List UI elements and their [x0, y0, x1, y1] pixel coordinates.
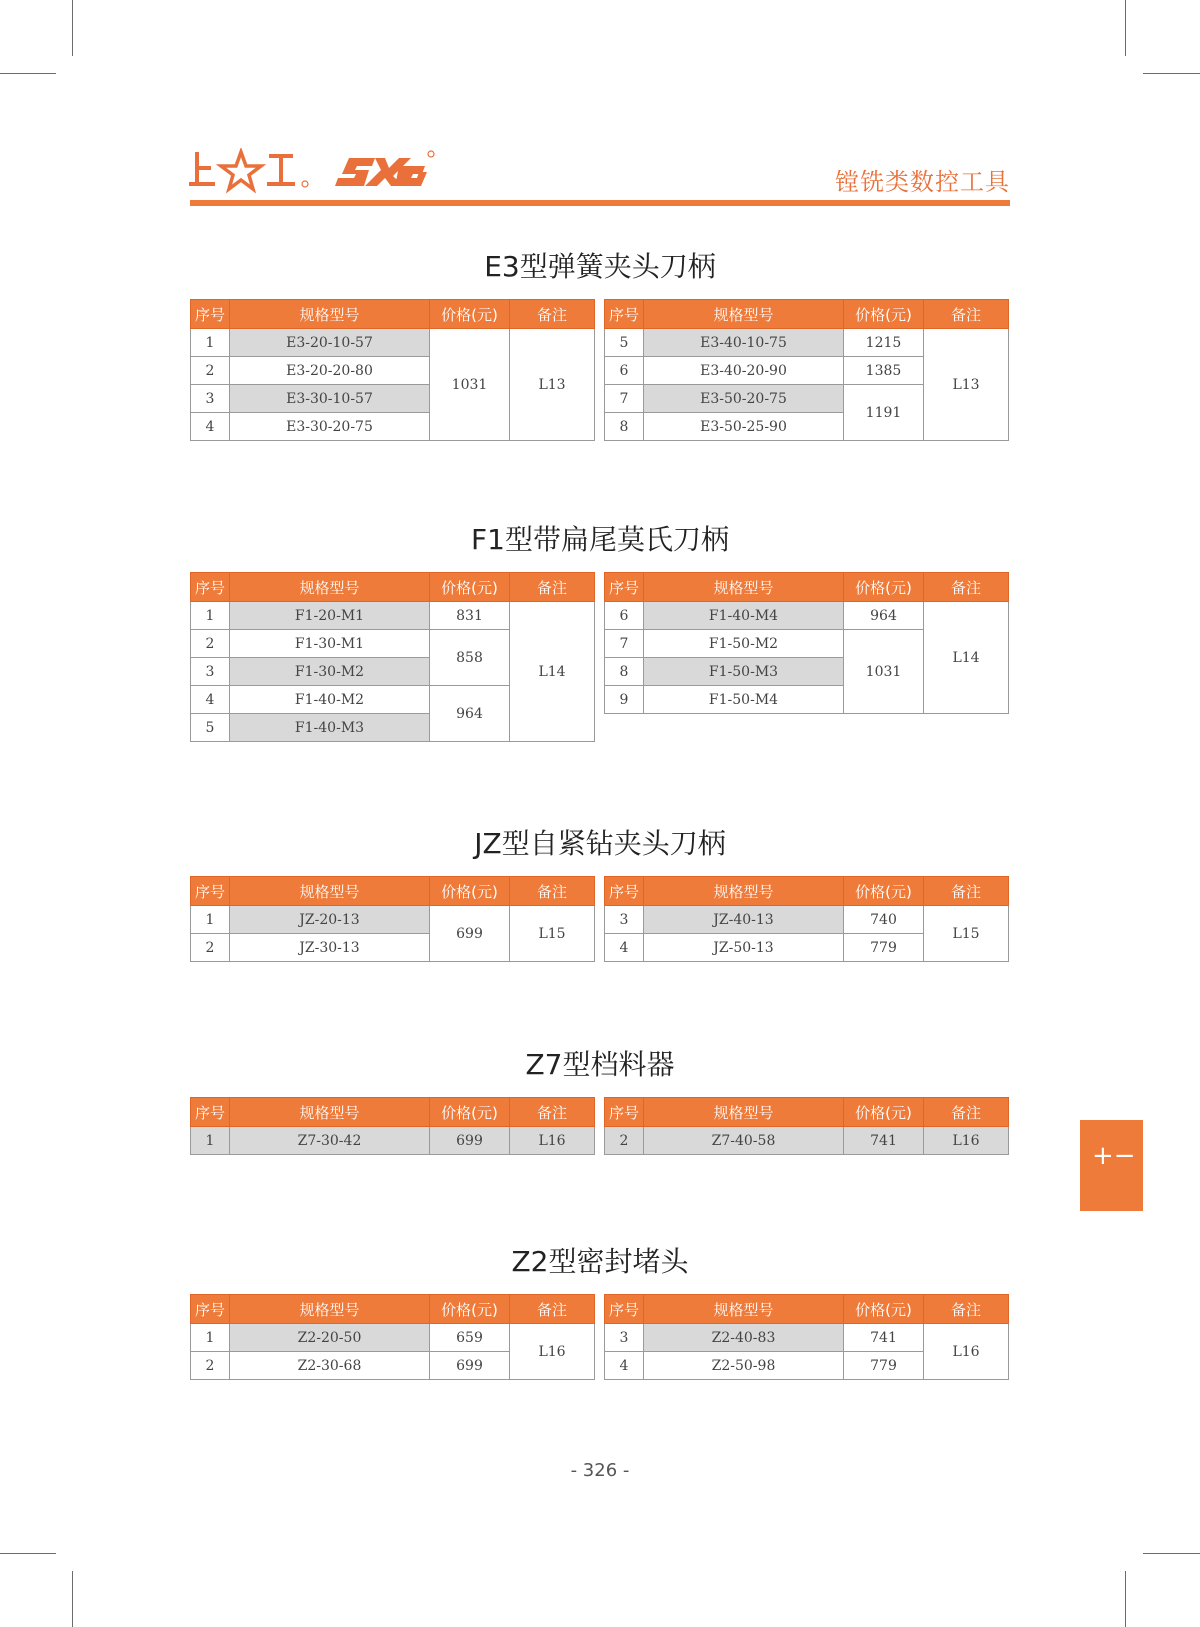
- page-number: - 326 -: [570, 1460, 630, 1481]
- col-header-note: 备注: [924, 877, 1009, 906]
- row-model: E3-50-20-75: [644, 385, 844, 413]
- row-price: 1031: [430, 329, 510, 441]
- col-header-price: 价格(元): [430, 573, 510, 602]
- row-price: 699: [430, 1127, 510, 1155]
- row-index: 3: [191, 658, 230, 686]
- col-header-note: 备注: [510, 300, 595, 329]
- row-price: 964: [430, 686, 510, 742]
- table-header-row: [191, 1098, 595, 1127]
- row-price: 741: [844, 1127, 924, 1155]
- z2-table-right: [604, 1294, 1009, 1380]
- table-row: [191, 602, 595, 630]
- col-header-note: 备注: [510, 1098, 595, 1127]
- row-index: 1: [191, 1127, 230, 1155]
- row-price: 831: [430, 602, 510, 630]
- col-header-model: 规格型号: [644, 1098, 844, 1127]
- col-header-model: 规格型号: [644, 300, 844, 329]
- row-model: E3-30-20-75: [230, 413, 430, 441]
- crop-mark: [1125, 1571, 1126, 1627]
- chapter-tab[interactable]: [1080, 1120, 1143, 1211]
- jz-table-left: [190, 876, 595, 962]
- row-index: 1: [191, 1324, 230, 1352]
- row-price: 659: [430, 1324, 510, 1352]
- col-header-note: 备注: [924, 573, 1009, 602]
- col-header-index: 序号: [191, 1295, 230, 1324]
- row-index: 6: [605, 357, 644, 385]
- table-header-row: [605, 300, 1009, 329]
- row-note: L15: [924, 906, 1009, 962]
- row-model: JZ-50-13: [644, 934, 844, 962]
- col-header-model: 规格型号: [230, 1295, 430, 1324]
- table-row: [605, 602, 1009, 630]
- row-model: JZ-40-13: [644, 906, 844, 934]
- col-header-note: 备注: [510, 573, 595, 602]
- col-header-price: 价格(元): [430, 300, 510, 329]
- table-row: [191, 906, 595, 934]
- col-header-note: 备注: [924, 1098, 1009, 1127]
- table-header-row: [191, 573, 595, 602]
- col-header-model: 规格型号: [230, 877, 430, 906]
- table-row: [605, 906, 1009, 934]
- col-header-index: 序号: [605, 1295, 644, 1324]
- row-model: F1-20-M1: [230, 602, 430, 630]
- row-index: 5: [191, 714, 230, 742]
- row-index: 1: [191, 906, 230, 934]
- row-price: 1215: [844, 329, 924, 357]
- row-price: 740: [844, 906, 924, 934]
- col-header-model: 规格型号: [644, 573, 844, 602]
- col-header-note: 备注: [510, 877, 595, 906]
- row-index: 8: [605, 658, 644, 686]
- row-model: JZ-20-13: [230, 906, 430, 934]
- col-header-index: 序号: [191, 1098, 230, 1127]
- table-header-row: [191, 877, 595, 906]
- e3-table-left: [190, 299, 595, 441]
- z7-table-left: [190, 1097, 595, 1155]
- col-header-price: 价格(元): [430, 1098, 510, 1127]
- crop-mark: [72, 1571, 73, 1627]
- row-note: L15: [510, 906, 595, 962]
- row-note: L14: [510, 602, 595, 742]
- col-header-model: 规格型号: [230, 1098, 430, 1127]
- row-model: Z2-50-98: [644, 1352, 844, 1380]
- row-model: E3-20-10-57: [230, 329, 430, 357]
- col-header-index: 序号: [605, 573, 644, 602]
- row-note: L16: [924, 1127, 1009, 1155]
- row-model: F1-50-M2: [644, 630, 844, 658]
- header-rule: [190, 200, 1010, 206]
- row-index: 8: [605, 413, 644, 441]
- crop-mark: [1143, 73, 1200, 74]
- col-header-index: 序号: [605, 877, 644, 906]
- col-header-price: 价格(元): [844, 1098, 924, 1127]
- row-model: E3-40-10-75: [644, 329, 844, 357]
- col-header-note: 备注: [924, 1295, 1009, 1324]
- col-header-price: 价格(元): [844, 877, 924, 906]
- row-price: 779: [844, 1352, 924, 1380]
- jz-table-right: [604, 876, 1009, 962]
- table-header-row: [605, 573, 1009, 602]
- row-index: 2: [191, 1352, 230, 1380]
- row-index: 1: [191, 602, 230, 630]
- row-index: 2: [191, 934, 230, 962]
- col-header-index: 序号: [191, 573, 230, 602]
- col-header-model: 规格型号: [230, 573, 430, 602]
- row-model: E3-20-20-80: [230, 357, 430, 385]
- row-model: F1-50-M3: [644, 658, 844, 686]
- crop-mark: [0, 73, 56, 74]
- row-model: F1-30-M2: [230, 658, 430, 686]
- col-header-model: 规格型号: [644, 1295, 844, 1324]
- row-model: F1-50-M4: [644, 686, 844, 714]
- row-model: F1-40-M4: [644, 602, 844, 630]
- row-index: 9: [605, 686, 644, 714]
- f1-table-right: [604, 572, 1009, 714]
- row-model: E3-30-10-57: [230, 385, 430, 413]
- row-index: 7: [605, 385, 644, 413]
- section-title-f1: F1型带扁尾莫氏刀柄: [471, 523, 729, 556]
- col-header-price: 价格(元): [844, 573, 924, 602]
- row-index: 5: [605, 329, 644, 357]
- row-price: 1385: [844, 357, 924, 385]
- crop-mark: [72, 0, 73, 56]
- row-note: L13: [924, 329, 1009, 441]
- crop-mark: [1125, 0, 1126, 56]
- crop-mark: [1143, 1553, 1200, 1554]
- crop-mark: [0, 1553, 56, 1554]
- row-index: 4: [191, 686, 230, 714]
- row-model: Z7-40-58: [644, 1127, 844, 1155]
- section-title-z2: Z2型密封堵头: [511, 1245, 689, 1278]
- table-header-row: [605, 1098, 1009, 1127]
- table-header-row: [191, 1295, 595, 1324]
- section-title-jz: JZ型自紧钻夹头刀柄: [474, 827, 726, 860]
- row-index: 7: [605, 630, 644, 658]
- col-header-index: 序号: [605, 1098, 644, 1127]
- row-index: 4: [191, 413, 230, 441]
- row-note: L16: [510, 1127, 595, 1155]
- z2-table-left: [190, 1294, 595, 1380]
- row-model: F1-40-M2: [230, 686, 430, 714]
- table-row: [191, 1127, 595, 1155]
- row-price: 699: [430, 1352, 510, 1380]
- col-header-model: 规格型号: [644, 877, 844, 906]
- row-index: 2: [191, 357, 230, 385]
- row-note: L14: [924, 602, 1009, 714]
- brand-logo: [189, 148, 439, 196]
- row-price: 1031: [844, 630, 924, 714]
- row-note: L16: [924, 1324, 1009, 1380]
- row-index: 3: [191, 385, 230, 413]
- table-header-row: [191, 300, 595, 329]
- table-header-row: [605, 877, 1009, 906]
- row-price: 699: [430, 906, 510, 962]
- row-model: F1-40-M3: [230, 714, 430, 742]
- row-index: 4: [605, 1352, 644, 1380]
- table-row: [605, 329, 1009, 357]
- table-header-row: [605, 1295, 1009, 1324]
- row-index: 1: [191, 329, 230, 357]
- row-note: L13: [510, 329, 595, 441]
- col-header-note: 备注: [924, 300, 1009, 329]
- col-header-price: 价格(元): [844, 300, 924, 329]
- row-model: Z2-20-50: [230, 1324, 430, 1352]
- row-model: Z2-40-83: [644, 1324, 844, 1352]
- col-header-price: 价格(元): [844, 1295, 924, 1324]
- row-index: 2: [191, 630, 230, 658]
- col-header-price: 价格(元): [430, 877, 510, 906]
- z7-table-right: [604, 1097, 1009, 1155]
- row-note: L16: [510, 1324, 595, 1380]
- row-index: 2: [605, 1127, 644, 1155]
- row-index: 4: [605, 934, 644, 962]
- row-model: JZ-30-13: [230, 934, 430, 962]
- row-model: E3-50-25-90: [644, 413, 844, 441]
- row-model: F1-30-M1: [230, 630, 430, 658]
- table-row: [605, 1127, 1009, 1155]
- col-header-note: 备注: [510, 1295, 595, 1324]
- col-header-model: 规格型号: [230, 300, 430, 329]
- col-header-price: 价格(元): [430, 1295, 510, 1324]
- e3-table-right: [604, 299, 1009, 441]
- row-index: 3: [605, 906, 644, 934]
- row-price: 1191: [844, 385, 924, 441]
- row-price: 741: [844, 1324, 924, 1352]
- table-row: [191, 329, 595, 357]
- row-index: 3: [605, 1324, 644, 1352]
- row-model: Z7-30-42: [230, 1127, 430, 1155]
- row-model: E3-40-20-90: [644, 357, 844, 385]
- row-price: 964: [844, 602, 924, 630]
- row-model: Z2-30-68: [230, 1352, 430, 1380]
- table-row: [605, 1324, 1009, 1352]
- catalog-section-label: 镗铣类数控工具: [835, 168, 1010, 196]
- row-price: 779: [844, 934, 924, 962]
- col-header-index: 序号: [191, 877, 230, 906]
- row-price: 858: [430, 630, 510, 686]
- col-header-index: 序号: [191, 300, 230, 329]
- f1-table-left: [190, 572, 595, 742]
- section-title-e3: E3型弹簧夹头刀柄: [484, 250, 716, 283]
- col-header-index: 序号: [605, 300, 644, 329]
- row-index: 6: [605, 602, 644, 630]
- plus-minus-icon: +−: [1092, 1141, 1136, 1171]
- table-row: [191, 1324, 595, 1352]
- section-title-z7: Z7型档料器: [525, 1048, 675, 1081]
